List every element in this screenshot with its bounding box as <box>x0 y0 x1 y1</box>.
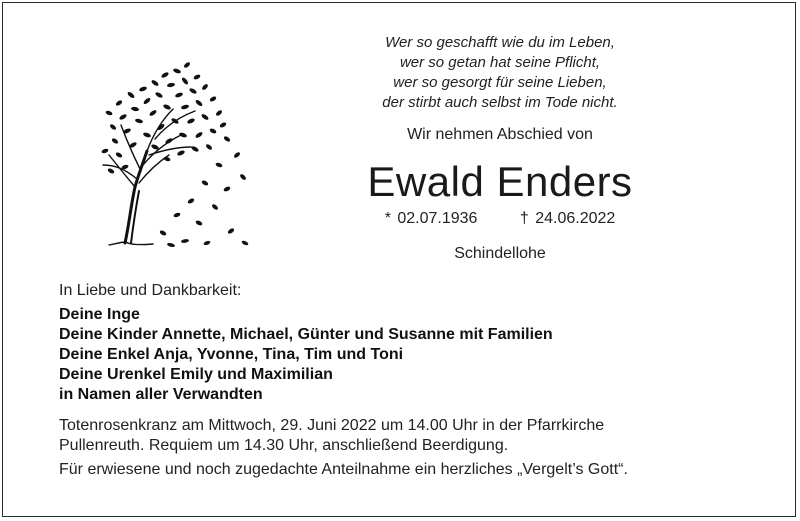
poem-line: wer so gesorgt für seine Lieben, <box>393 74 607 91</box>
hometown: Schindellohe <box>454 245 546 262</box>
mourner-line: Deine Urenkel Emily und Maximilian <box>59 366 333 383</box>
service-line: Pullenreuth. Requiem um 14.30 Uhr, anschließend Beerdigung. <box>59 437 509 454</box>
mourner-line: Deine Kinder Annette, Michael, Günter und Susanne mit Familien <box>59 326 553 343</box>
service-details <box>59 416 759 456</box>
deceased-name: Ewald Enders <box>367 158 633 205</box>
farewell-intro: Wir nehmen Abschied von <box>407 126 593 143</box>
death-date: † 24.06.2022 <box>519 210 616 227</box>
life-dates <box>300 210 700 228</box>
mourner-line: Deine Inge <box>59 306 140 323</box>
service-line: Totenrosenkranz am Mittwoch, 29. Juni 2022 um 14.00 Uhr in der Pfarrkirche <box>59 417 605 434</box>
poem <box>300 33 700 113</box>
mourners-list <box>59 305 553 405</box>
thanks-label: In Liebe und Dankbarkeit: <box>59 282 242 299</box>
mourner-line: Deine Enkel Anja, Yvonne, Tina, Tim und Toni <box>59 346 404 363</box>
windblown-tree-icon <box>95 55 255 255</box>
mourner-line: in Namen aller Verwandten <box>59 386 263 403</box>
poem-line: wer so getan hat seine Pflicht, <box>399 54 601 71</box>
birth-date: * 02.07.1936 <box>384 210 478 227</box>
closing-thanks: Für erwiesene und noch zugedachte Anteilnahme ein herzliches „Vergelt’s Gott“. <box>59 461 628 478</box>
poem-line: Wer so geschafft wie du im Leben, <box>385 34 615 51</box>
poem-line: der stirbt auch selbst im Tode nicht. <box>382 94 618 111</box>
